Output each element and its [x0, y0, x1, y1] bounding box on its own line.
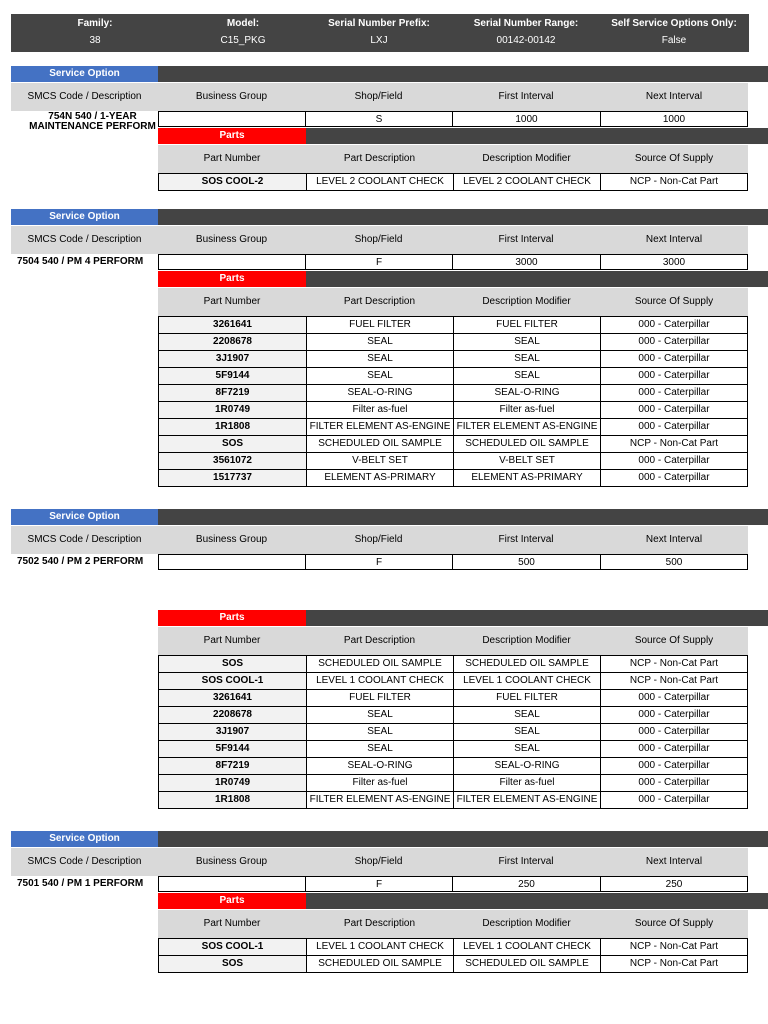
- shop-field-value: F: [305, 554, 452, 570]
- part-row: [158, 690, 748, 707]
- parts-header: [158, 288, 748, 316]
- description-modifier: FILTER ELEMENT AS-ENGINE: [453, 419, 600, 436]
- parts-bar: [306, 271, 768, 287]
- shop-field-value: F: [305, 876, 452, 892]
- selfservice-label: Self Service Options Only:: [611, 18, 737, 29]
- next-interval-value: 1000: [600, 111, 748, 127]
- description-modifier: ELEMENT AS-PRIMARY: [453, 470, 600, 487]
- service-row: [11, 111, 748, 132]
- part-row: [158, 173, 748, 191]
- shop-field-header: Shop/Field: [354, 234, 403, 245]
- source-of-supply: 000 - Caterpillar: [600, 402, 748, 419]
- part-row: [158, 792, 748, 809]
- first-interval-header: First Interval: [498, 534, 554, 545]
- source-of-supply: NCP - Non-Cat Part: [600, 938, 748, 956]
- part-row: [158, 724, 748, 741]
- part-number: 1R0749: [158, 775, 306, 792]
- parts-label: Parts: [158, 128, 306, 144]
- next-interval-value: 3000: [600, 254, 748, 270]
- part-number: 5F9144: [158, 741, 306, 758]
- first-interval-header: First Interval: [498, 91, 554, 102]
- part-description: SCHEDULED OIL SAMPLE: [306, 436, 453, 453]
- source-of-supply: NCP - Non-Cat Part: [600, 673, 748, 690]
- part-number: SOS COOL-2: [158, 173, 306, 191]
- part-description: SEAL: [306, 707, 453, 724]
- part-row: [158, 655, 748, 673]
- source-of-supply: 000 - Caterpillar: [600, 385, 748, 402]
- part-number: 3J1907: [158, 724, 306, 741]
- part-row: [158, 453, 748, 470]
- part-row: [158, 707, 748, 724]
- source-of-supply-header: Source Of Supply: [634, 296, 714, 307]
- part-row: [158, 402, 748, 419]
- business-group-header: Business Group: [195, 234, 268, 245]
- first-interval-header: First Interval: [498, 856, 554, 867]
- part-description: Filter as-fuel: [306, 775, 453, 792]
- first-interval-value: 250: [452, 876, 600, 892]
- first-interval-header: First Interval: [498, 234, 554, 245]
- business-group-header: Business Group: [195, 91, 268, 102]
- part-description: FUEL FILTER: [306, 316, 453, 334]
- description-modifier: SEAL: [453, 741, 600, 758]
- smcs-header: SMCS Code / Description: [27, 856, 142, 867]
- part-row: [158, 334, 748, 351]
- first-interval-value: 500: [452, 554, 600, 570]
- source-of-supply: 000 - Caterpillar: [600, 775, 748, 792]
- service-option-label: Service Option: [11, 831, 158, 847]
- shop-field-value: S: [305, 111, 452, 127]
- source-of-supply: 000 - Caterpillar: [600, 351, 748, 368]
- family-value: 38: [89, 35, 101, 46]
- source-of-supply: NCP - Non-Cat Part: [600, 436, 748, 453]
- next-interval-header: Next Interval: [645, 91, 703, 102]
- description-modifier-header: Description Modifier: [482, 296, 571, 307]
- source-of-supply: NCP - Non-Cat Part: [600, 655, 748, 673]
- selfservice-value: False: [661, 35, 687, 46]
- part-row: [158, 470, 748, 487]
- part-row: [158, 938, 748, 956]
- part-row: [158, 673, 748, 690]
- part-description: SEAL: [306, 724, 453, 741]
- part-description-header: Part Description: [343, 918, 416, 929]
- range-field: [452, 14, 600, 52]
- description-modifier: FUEL FILTER: [453, 690, 600, 707]
- service-option-label: Service Option: [11, 66, 158, 82]
- part-number: 8F7219: [158, 758, 306, 775]
- part-description: SEAL-O-RING: [306, 758, 453, 775]
- part-description: SEAL: [306, 351, 453, 368]
- parts-bar: [306, 128, 768, 144]
- source-of-supply: 000 - Caterpillar: [600, 334, 748, 351]
- part-number: 3J1907: [158, 351, 306, 368]
- service-row: [11, 254, 748, 270]
- part-row: [158, 368, 748, 385]
- part-row: [158, 316, 748, 334]
- part-row: [158, 956, 748, 973]
- next-interval-header: Next Interval: [645, 534, 703, 545]
- first-interval-value: 1000: [452, 111, 600, 127]
- part-description: V-BELT SET: [306, 453, 453, 470]
- description-modifier: Filter as-fuel: [453, 402, 600, 419]
- description-modifier: LEVEL 1 COOLANT CHECK: [453, 673, 600, 690]
- business-group-header: Business Group: [195, 856, 268, 867]
- part-description-header: Part Description: [343, 153, 416, 164]
- part-number: 8F7219: [158, 385, 306, 402]
- service-header: [11, 83, 748, 111]
- part-number-header: Part Number: [203, 918, 261, 929]
- part-number: 3261641: [158, 316, 306, 334]
- description-modifier-header: Description Modifier: [482, 635, 571, 646]
- part-number: SOS: [158, 956, 306, 973]
- description-modifier: SEAL-O-RING: [453, 385, 600, 402]
- part-description: FUEL FILTER: [306, 690, 453, 707]
- family-label: Family:: [77, 18, 113, 29]
- next-interval-value: 250: [600, 876, 748, 892]
- part-row: [158, 419, 748, 436]
- part-number: SOS: [158, 436, 306, 453]
- source-of-supply: 000 - Caterpillar: [600, 724, 748, 741]
- description-modifier: Filter as-fuel: [453, 775, 600, 792]
- part-number: 3561072: [158, 453, 306, 470]
- source-of-supply: 000 - Caterpillar: [600, 316, 748, 334]
- parts-bar: [306, 893, 768, 909]
- smcs-header: SMCS Code / Description: [27, 91, 142, 102]
- part-description: SCHEDULED OIL SAMPLE: [306, 956, 453, 973]
- part-description: FILTER ELEMENT AS-ENGINE: [306, 419, 453, 436]
- part-row: [158, 436, 748, 453]
- business-group-header: Business Group: [195, 534, 268, 545]
- description-modifier: V-BELT SET: [453, 453, 600, 470]
- service-header: [11, 526, 748, 554]
- description-modifier: LEVEL 1 COOLANT CHECK: [453, 938, 600, 956]
- service-row: [11, 554, 748, 570]
- shop-field-header: Shop/Field: [354, 856, 403, 867]
- prefix-value: LXJ: [370, 35, 388, 46]
- part-description: LEVEL 1 COOLANT CHECK: [306, 938, 453, 956]
- description-modifier: SEAL: [453, 707, 600, 724]
- part-description: SEAL: [306, 368, 453, 385]
- description-modifier: SEAL-O-RING: [453, 758, 600, 775]
- part-description-header: Part Description: [343, 296, 416, 307]
- description-modifier: SCHEDULED OIL SAMPLE: [453, 655, 600, 673]
- part-number: 1517737: [158, 470, 306, 487]
- source-of-supply-header: Source Of Supply: [634, 153, 714, 164]
- part-number: 1R1808: [158, 792, 306, 809]
- shop-field-header: Shop/Field: [354, 534, 403, 545]
- part-description: SEAL-O-RING: [306, 385, 453, 402]
- description-modifier: FILTER ELEMENT AS-ENGINE: [453, 792, 600, 809]
- shop-field-header: Shop/Field: [354, 91, 403, 102]
- family-field: [21, 14, 169, 52]
- parts-header: [158, 910, 748, 938]
- service-header: [11, 848, 748, 876]
- part-number-header: Part Number: [203, 153, 261, 164]
- model-value: C15_PKG: [220, 35, 266, 46]
- source-of-supply: 000 - Caterpillar: [600, 792, 748, 809]
- source-of-supply: 000 - Caterpillar: [600, 690, 748, 707]
- source-of-supply: 000 - Caterpillar: [600, 741, 748, 758]
- service-row: [11, 876, 748, 892]
- part-row: [158, 351, 748, 368]
- prefix-label: Serial Number Prefix:: [328, 18, 430, 29]
- range-value: 00142-00142: [496, 35, 556, 46]
- parts-bar: [306, 610, 768, 626]
- source-of-supply: 000 - Caterpillar: [600, 368, 748, 385]
- source-of-supply: 000 - Caterpillar: [600, 707, 748, 724]
- part-number: 2208678: [158, 334, 306, 351]
- service-option-label: Service Option: [11, 509, 158, 525]
- part-number: 3261641: [158, 690, 306, 707]
- source-of-supply: 000 - Caterpillar: [600, 419, 748, 436]
- smcs-code: 7504 540 / PM 4 PERFORM: [17, 256, 144, 267]
- part-number: 5F9144: [158, 368, 306, 385]
- source-of-supply: 000 - Caterpillar: [600, 453, 748, 470]
- source-of-supply: 000 - Caterpillar: [600, 758, 748, 775]
- part-description: LEVEL 1 COOLANT CHECK: [306, 673, 453, 690]
- smcs-code: 7502 540 / PM 2 PERFORM: [17, 556, 144, 567]
- description-modifier-header: Description Modifier: [482, 918, 571, 929]
- business-group-value: [158, 111, 305, 127]
- part-number-header: Part Number: [203, 635, 261, 646]
- selfservice-field: [600, 14, 748, 52]
- description-modifier: SEAL: [453, 368, 600, 385]
- part-description: SEAL: [306, 741, 453, 758]
- part-number-header: Part Number: [203, 296, 261, 307]
- source-of-supply-header: Source Of Supply: [634, 635, 714, 646]
- header-bar: [11, 14, 749, 52]
- part-description: LEVEL 2 COOLANT CHECK: [306, 173, 453, 191]
- business-group-value: [158, 554, 305, 570]
- part-number: 1R0749: [158, 402, 306, 419]
- prefix-field: [305, 14, 453, 52]
- smcs-code: 754N 540 / 1-YEAR MAINTENANCE PERFORM: [29, 111, 156, 132]
- part-number: SOS: [158, 655, 306, 673]
- part-number: 1R1808: [158, 419, 306, 436]
- description-modifier: SEAL: [453, 724, 600, 741]
- description-modifier: FUEL FILTER: [453, 316, 600, 334]
- description-modifier: SCHEDULED OIL SAMPLE: [453, 436, 600, 453]
- part-row: [158, 385, 748, 402]
- smcs-header: SMCS Code / Description: [27, 534, 142, 545]
- parts-header: [158, 145, 748, 173]
- part-description: Filter as-fuel: [306, 402, 453, 419]
- part-row: [158, 758, 748, 775]
- business-group-value: [158, 876, 305, 892]
- model-label: Model:: [226, 18, 260, 29]
- part-row: [158, 741, 748, 758]
- description-modifier: SEAL: [453, 351, 600, 368]
- range-label: Serial Number Range:: [473, 18, 579, 29]
- part-number: SOS COOL-1: [158, 938, 306, 956]
- service-header: [11, 226, 748, 254]
- part-description: ELEMENT AS-PRIMARY: [306, 470, 453, 487]
- source-of-supply: 000 - Caterpillar: [600, 470, 748, 487]
- source-of-supply-header: Source Of Supply: [634, 918, 714, 929]
- description-modifier: SEAL: [453, 334, 600, 351]
- source-of-supply: NCP - Non-Cat Part: [600, 956, 748, 973]
- next-interval-value: 500: [600, 554, 748, 570]
- smcs-code: 7501 540 / PM 1 PERFORM: [17, 878, 144, 889]
- description-modifier: LEVEL 2 COOLANT CHECK: [453, 173, 600, 191]
- part-number: SOS COOL-1: [158, 673, 306, 690]
- first-interval-value: 3000: [452, 254, 600, 270]
- next-interval-header: Next Interval: [645, 234, 703, 245]
- part-description-header: Part Description: [343, 635, 416, 646]
- description-modifier-header: Description Modifier: [482, 153, 571, 164]
- service-option-label: Service Option: [11, 209, 158, 225]
- part-number: 2208678: [158, 707, 306, 724]
- source-of-supply: NCP - Non-Cat Part: [600, 173, 748, 191]
- shop-field-value: F: [305, 254, 452, 270]
- parts-label: Parts: [158, 893, 306, 909]
- part-description: FILTER ELEMENT AS-ENGINE: [306, 792, 453, 809]
- next-interval-header: Next Interval: [645, 856, 703, 867]
- parts-header: [158, 627, 748, 655]
- description-modifier: SCHEDULED OIL SAMPLE: [453, 956, 600, 973]
- business-group-value: [158, 254, 305, 270]
- part-description: SEAL: [306, 334, 453, 351]
- part-description: SCHEDULED OIL SAMPLE: [306, 655, 453, 673]
- part-row: [158, 775, 748, 792]
- parts-label: Parts: [158, 271, 306, 287]
- smcs-header: SMCS Code / Description: [27, 234, 142, 245]
- parts-label: Parts: [158, 610, 306, 626]
- model-field: [169, 14, 317, 52]
